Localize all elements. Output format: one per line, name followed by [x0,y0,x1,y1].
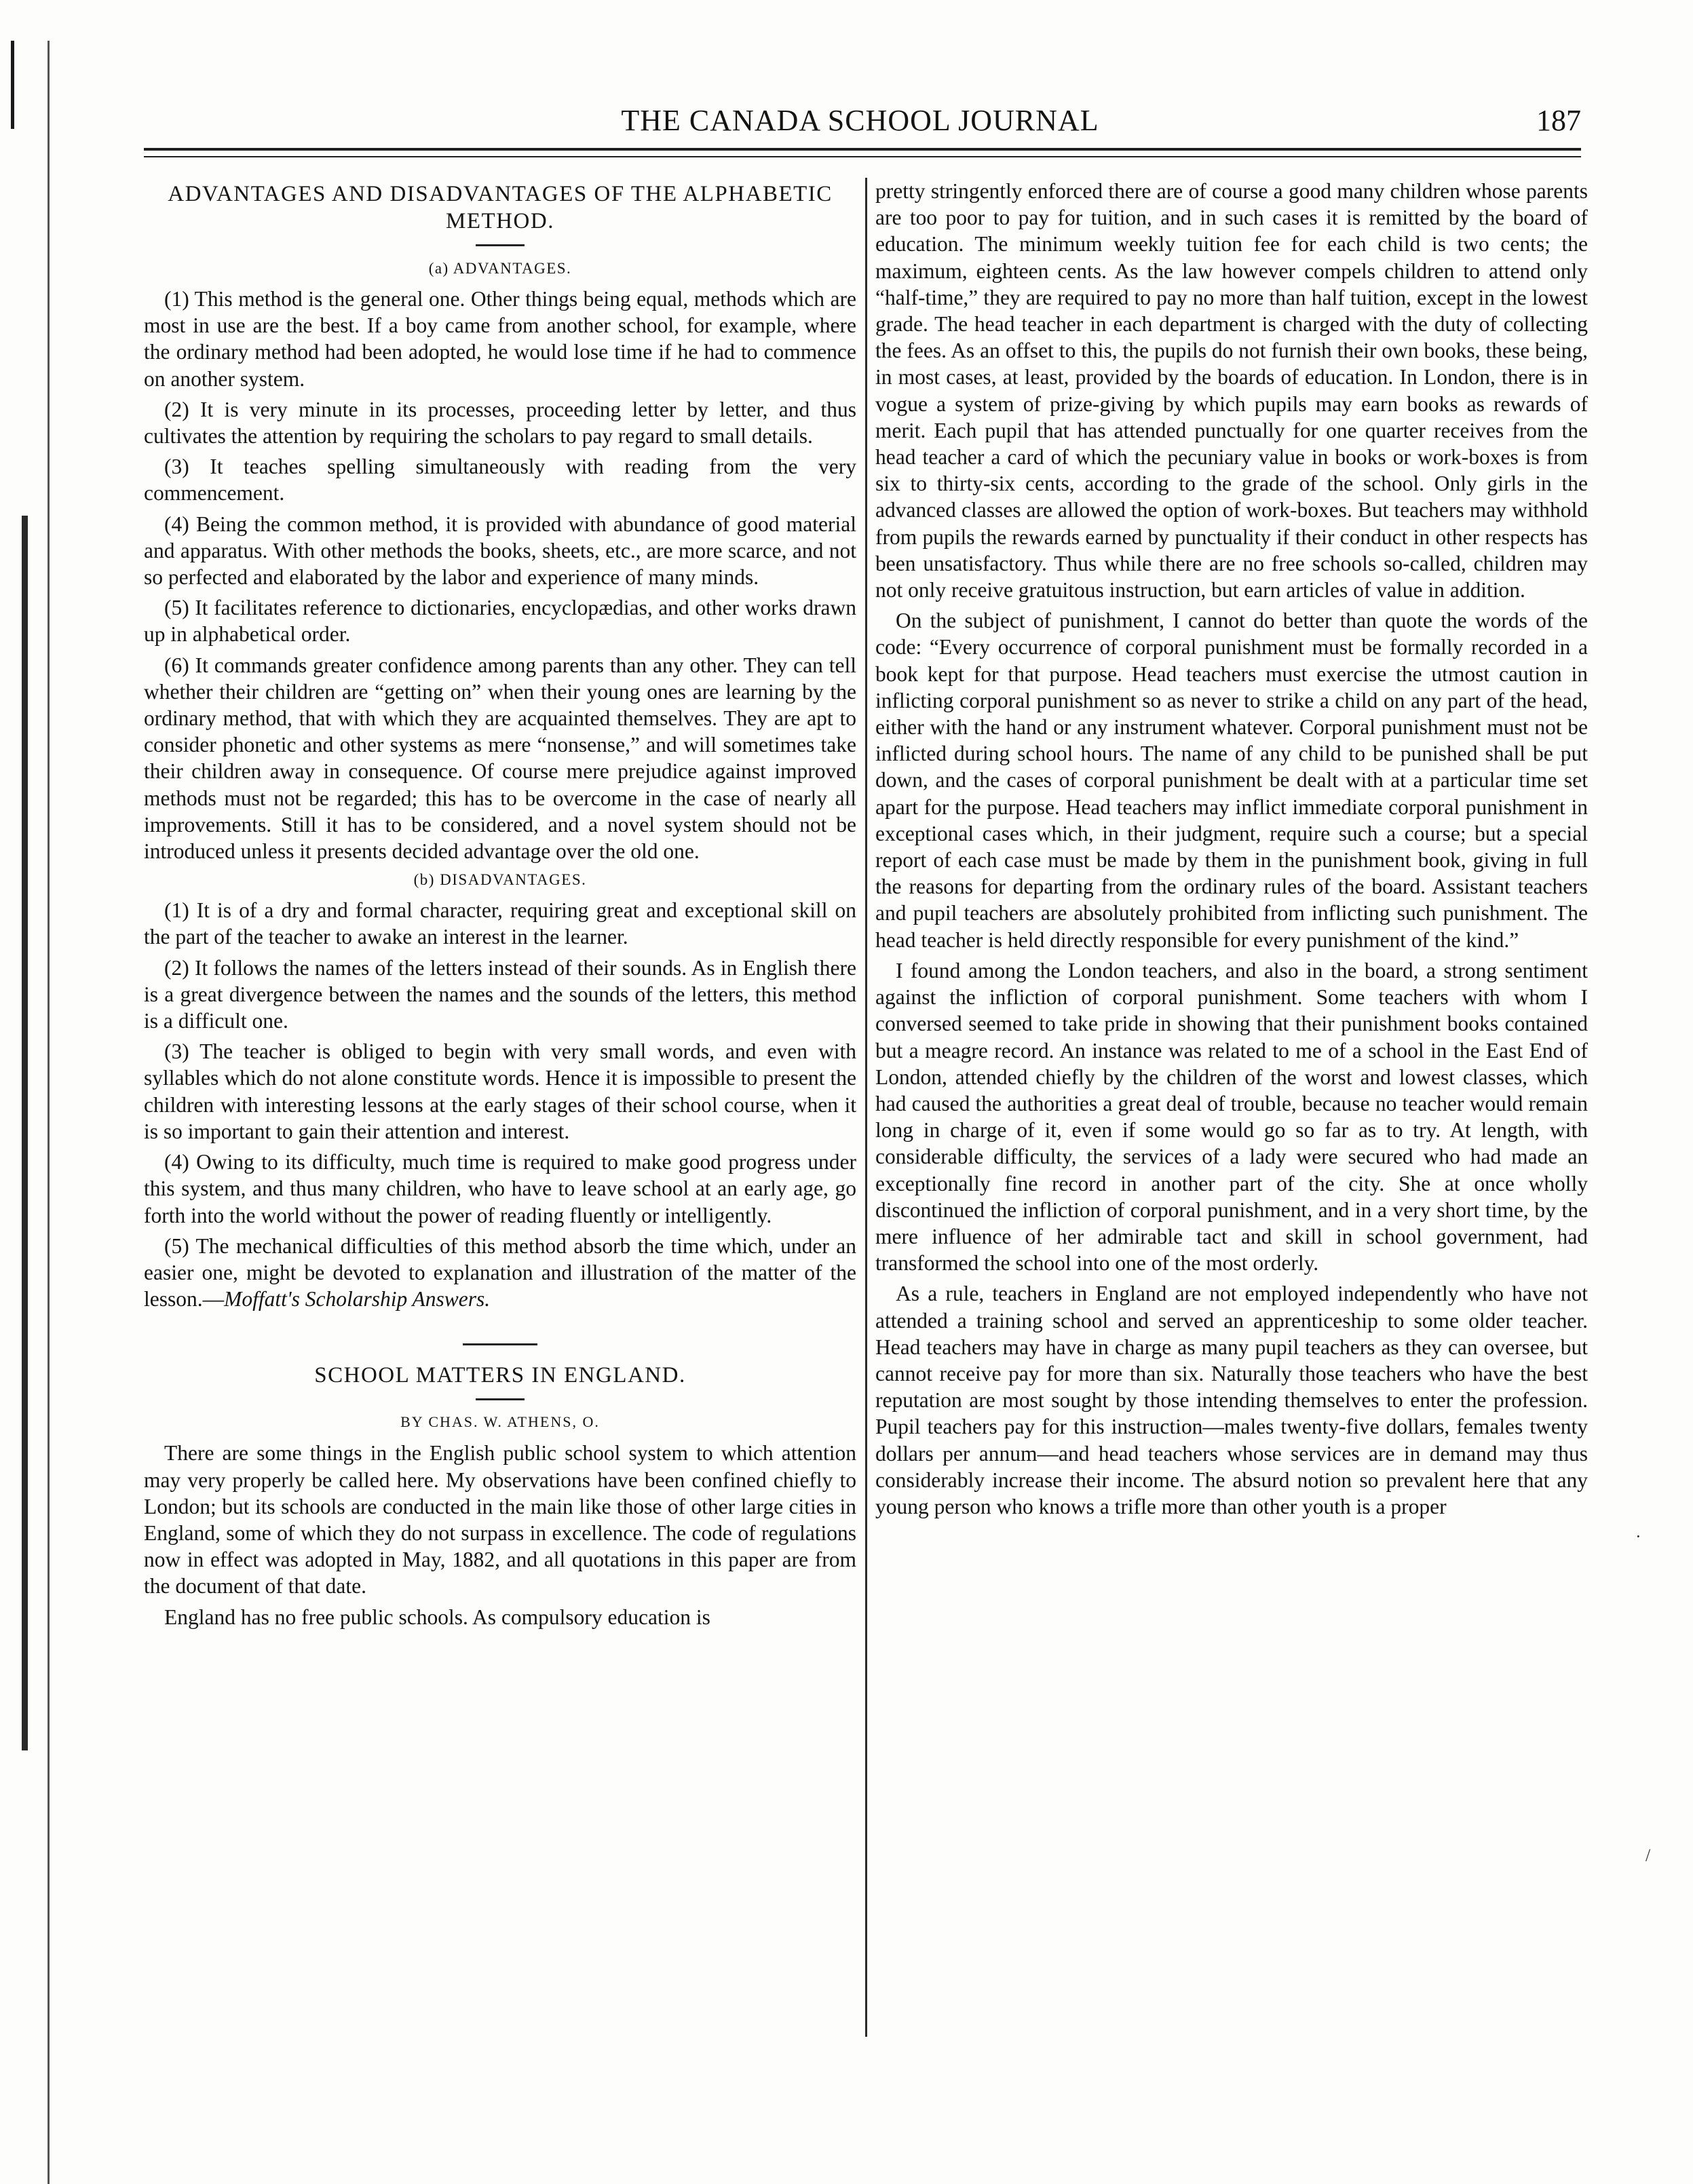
left-column [144,178,856,1634]
teacher-training-paragraph: As a rule, teachers in England are not employed independently who have not attended a training school and served an apprenticeship to some older teacher. Head teachers may have in charge as many pupil teachers as they can oversee, but cannot receive pay for more than six. Naturally those teachers who have the best reputation are most sought by those intending themselves to enter the profession. Pupil teachers pay for this instruction—males twenty-five dollars, females twenty dollars per annum—and head teachers whose services are in demand may thus considerably increase their income. The absurd notion so prevalent here that any young person who knows a trifle more than other youth is a proper [875,1282,1588,1518]
disadvantage-3: (3) The teacher is obliged to begin with very small words, and even with syllables which do not alone constitute words. Hence it is impossible to present the children with interesting lessons at the early stages of their school course, when it is so important to gain their attention and interest. [144,1039,856,1143]
article-title-england: SCHOOL MATTERS IN ENGLAND. [314,1363,686,1388]
margin-speck-1: · [1635,1527,1641,1546]
page-number: 187 [1536,104,1581,137]
advantages-heading: (a) ADVANTAGES. [428,260,572,277]
source-citation: Moffatt's Scholarship Answers. [224,1287,491,1311]
margin-speck-2: / [1646,1845,1651,1865]
disadvantage-5 [144,1233,856,1313]
advantage-3: (3) It teaches spelling simultaneously with reading from the very commencement. [144,455,856,505]
binding-mark-line [47,41,50,2184]
advantage-4: (4) Being the common method, it is provided with abundance of good material and apparatus. With other methods the books, sheets, etc., are more scarce, and not so perfected and elaborated by the labor and experience of many minds. [144,512,856,590]
title-rule [476,244,525,246]
england-paragraph-1: There are some things in the English public school system to which attention may very properly be called here. My observations have been confined chiefly to London; but its schools are conducted in the main like those of other large cities in England, some of which they do not surpass in excellence. The code of regulations now in effect was adopted in May, 1882, and all quotations in this paper are from the document of that date. [144,1441,856,1598]
advantage-2: (2) It is very minute in its processes, proceeding letter by letter, and thus cultivates the attention by requiring the scholars to pay regard to small details. [144,397,856,448]
article-title-alphabetic: ADVANTAGES AND DISADVANTAGES OF THE ALPHABETIC METHOD. [168,182,833,233]
punishment-paragraph: On the subject of punishment, I cannot do better than quote the words of the code: “Every occurrence of corporal punishment must be formally recorded in a book kept for that purpose. Head teachers must exercise the utmost caution in inflicting corporal punishment so as never to strike a child on any part of the head, either with the hand or any instrument whatever. Corporal punishment must not be inflicted during school hours. The name of any child to be punished shall be put down, and the cases of corporal punishment be dealt with at a particular time set apart for the purpose. Head teachers may inflict immediate corporal punishment in exceptional cases which, in their judgment, require such a course; but a special report of each case must be made by them in the punishment book, giving in full the reasons for departing from the ordinary rules of the board. Assistant teachers and pupil teachers are absolutely prohibited from inflicting such punishment. The head teacher is held directly responsible for every punishment of the kind.” [875,609,1588,952]
column-divider [865,178,867,2037]
advantage-6: (6) It commands greater confidence among parents than any other. They can tell whether their children are “getting on” when their young ones are learning by the ordinary method, that with which they are acquainted themselves. They are apt to consider phonetic and other systems as mere “nonsense,” and will sometimes take their children away in consequence. Of course mere prejudice against improved methods must not be regarded; this has to be overcome in the case of nearly all improvements. Still it has to be considered, and a novel system should not be introduced unless it presents decided advantage over the old one. [144,653,856,864]
england-paragraph-2: England has no free public schools. As compulsory education is [164,1605,710,1629]
header-rule-bottom [144,156,1581,157]
advantage-1: (1) This method is the general one. Other things being equal, methods which are most in use are the best. If a boy came from another school, for example, where the ordinary method had been adopted, he would lose time if he had to commence on another system. [144,287,856,391]
header-rule-top [144,148,1581,151]
right-column [875,178,1588,1524]
byline: BY CHAS. W. ATHENS, O. [400,1413,600,1431]
continuation-paragraph: pretty stringently enforced there are of course a good many children whose parents are too poor to pay for tuition, and in such cases it is remitted by the board of education. The minimum weekly tuition fee for each child is two cents; the maximum, eighteen cents. As the law however compels children to attend only “half-time,” they are required to pay no more than half tuition, except in the lowest grade. The head teacher in each department is charged with the duty of collecting the fees. As an offset to this, the pupils do not furnish their own books, these being, in most cases, at least, provided by the boards of education. In London, there is in vogue a system of prize-giving by which pupils may earn books as rewards of merit. Each pupil that has attended punctually for one quarter receives from the head teacher a card of which the pecuniary value in books or work-boxes is from six to thirty-six cents, according to the grade of the school. Only girls in the advanced classes are allowed the option of work-boxes. But teachers may withhold from pupils the rewards earned by punctuality if their conduct in other respects has been unsatisfactory. Thus while there are no free schools so-called, children may not only receive gratuitous instruction, but earn articles of value in addition. [875,179,1588,602]
binding-mark-bar [22,516,28,1750]
page-header [139,100,1581,141]
disadvantage-4: (4) Owing to its difficulty, much time is required to make good progress under this system, and thus many children, who have to leave school at an early age, go forth into the world without the power of reading fluently or intelligently. [144,1150,856,1227]
disadvantages-heading: (b) DISADVANTAGES. [413,871,587,889]
disadvantage-5-text: (5) The mechanical difficulties of this method absorb the time which, under an easier one, might be devoted to explanation and illustration of the matter of the lesson.— [144,1233,856,1311]
binding-mark-top [11,41,14,129]
disadvantage-2: (2) It follows the names of the letters instead of their sounds. As in English there is a great divergence between the names and the sounds of the letters, this method is a difficult one. [144,955,856,1033]
disadvantage-1: (1) It is of a dry and formal character, requiring great and exceptional skill on the part of the teacher to awake an interest in the learner. [144,898,856,949]
journal-title: THE CANADA SCHOOL JOURNAL [621,104,1099,137]
title-rule-2 [476,1398,525,1400]
london-teachers-paragraph: I found among the London teachers, and also in the board, a strong sentiment against the infliction of corporal punishment. Some teachers with whom I conversed seemed to take pride in showing that their punishment books contained but a meagre record. An instance was related to me of a school in the East End of London, attended chiefly by the children of the worst and lowest classes, which had caused the authorities a great deal of trouble, because no teacher would remain long in charge of it, even if some would go so far as to try. At length, with considerable difficulty, the services of a lady were secured who had made an exceptionally fine record in another part of the city. She at once wholly discontinued the infliction of corporal punishment, and in a very short time, by the mere influence of her admirable tact and skill in school government, had transformed the school into one of the most orderly. [875,958,1588,1276]
article-separator [463,1343,537,1345]
advantage-5: (5) It facilitates reference to dictionaries, encyclopædias, and other works drawn up in alphabetical order. [144,596,856,647]
